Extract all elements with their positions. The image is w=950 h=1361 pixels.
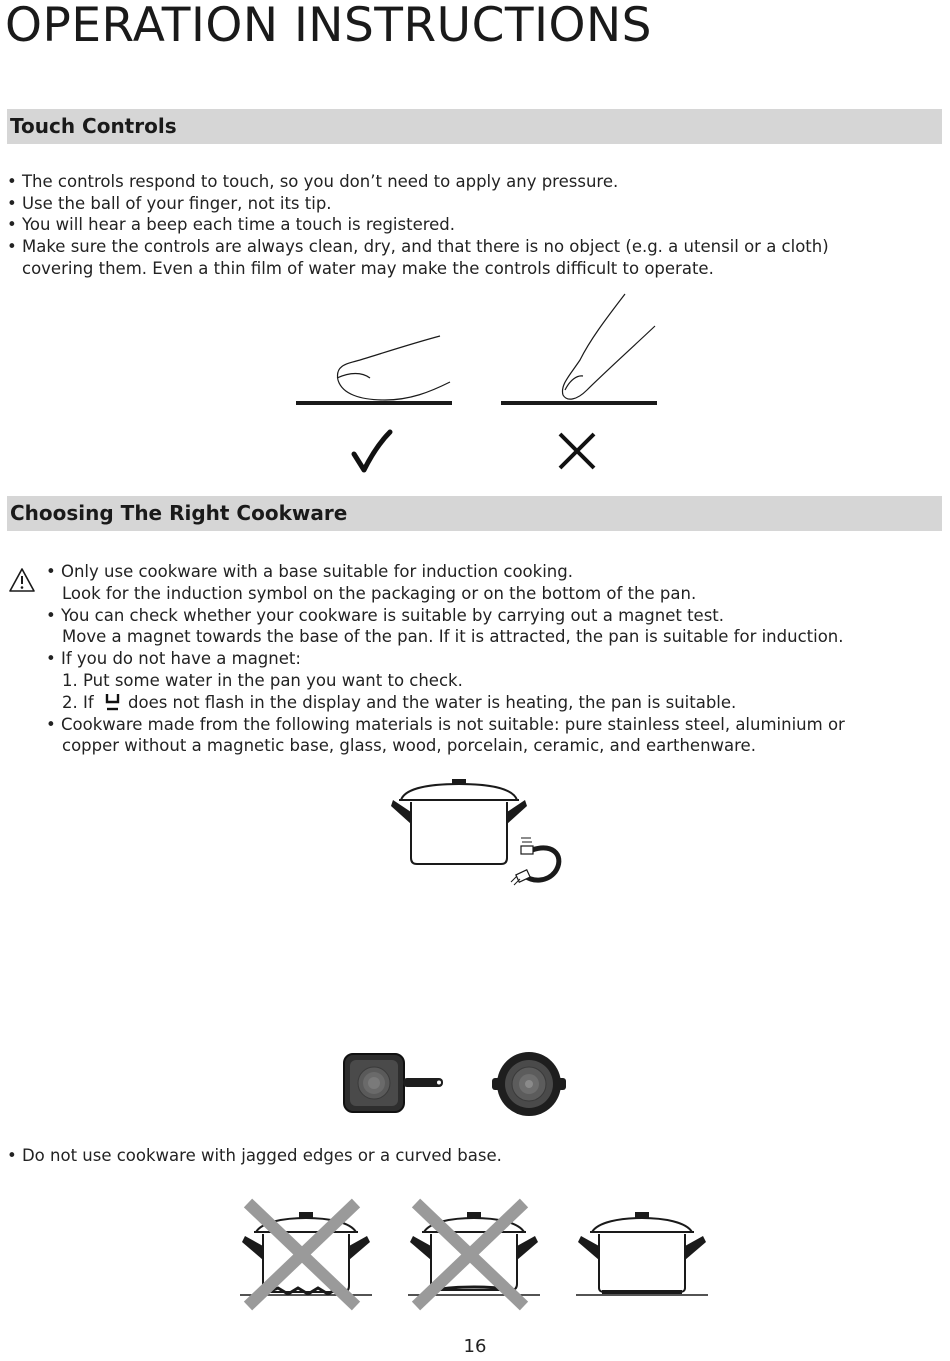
pot-magnet-illustration [385,772,565,892]
bullet-continuation: copper without a magnetic base, glass, wood, porcelain, ceramic, and earthenware. [62,736,756,755]
warning-triangle-icon [8,567,36,593]
numbered-item-prefix: 2. If [62,693,94,712]
section-heading: Choosing The Right Cookware [10,501,348,525]
jagged-base-pot-illustration [238,1196,376,1312]
page-number: 16 [463,1336,487,1357]
bullet-continuation: Look for the induction symbol on the packaging or on the bottom of the pan. [62,584,697,603]
bullet-continuation: Move a magnet towards the base of the pan. If it is attracted, the pan is suitable for induction. [62,627,844,646]
wok-illustration [490,1050,568,1118]
bullet-item: • You will hear a beep each time a touch is registered. [7,215,456,234]
bullet-item: • You can check whether your cookware is suitable by carrying out a magnet test. [46,606,724,625]
numbered-item-suffix: does not flash in the display and the water is heating, the pan is suitable. [128,693,737,712]
flat-base-pot-illustration [574,1196,712,1312]
bullet-item: • Do not use cookware with jagged edges or a curved base. [7,1146,502,1165]
checkmark-icon [350,428,395,473]
finger-tip-illustration [495,290,665,410]
section-header-touch-controls [7,109,942,144]
section-heading: Touch Controls [10,114,177,138]
cross-icon [556,430,598,472]
section-header-cookware [7,496,942,531]
frying-pan-illustration [343,1053,449,1115]
finger-ball-illustration [290,330,460,410]
bullet-item: • Cookware made from the following materials is not suitable: pure stainless steel, aluminium or [46,715,845,734]
bullet-item: • If you do not have a magnet: [46,649,301,668]
curved-base-pot-illustration [406,1196,544,1312]
bullet-item: • Use the ball of your finger, not its tip. [7,194,332,213]
bullet-item: • Only use cookware with a base suitable for induction cooking. [46,562,573,581]
bullet-item: • The controls respond to touch, so you don’t need to apply any pressure. [7,172,619,191]
bullet-item: • Make sure the controls are always clean, dry, and that there is no object (e.g. a utensil or a cloth) [7,237,829,256]
bullet-continuation: covering them. Even a thin film of water may make the controls difficult to operate. [22,259,714,278]
no-pan-display-symbol-icon [104,692,122,712]
numbered-item: 1. Put some water in the pan you want to check. [62,671,463,690]
page-title: OPERATION INSTRUCTIONS [5,0,652,53]
